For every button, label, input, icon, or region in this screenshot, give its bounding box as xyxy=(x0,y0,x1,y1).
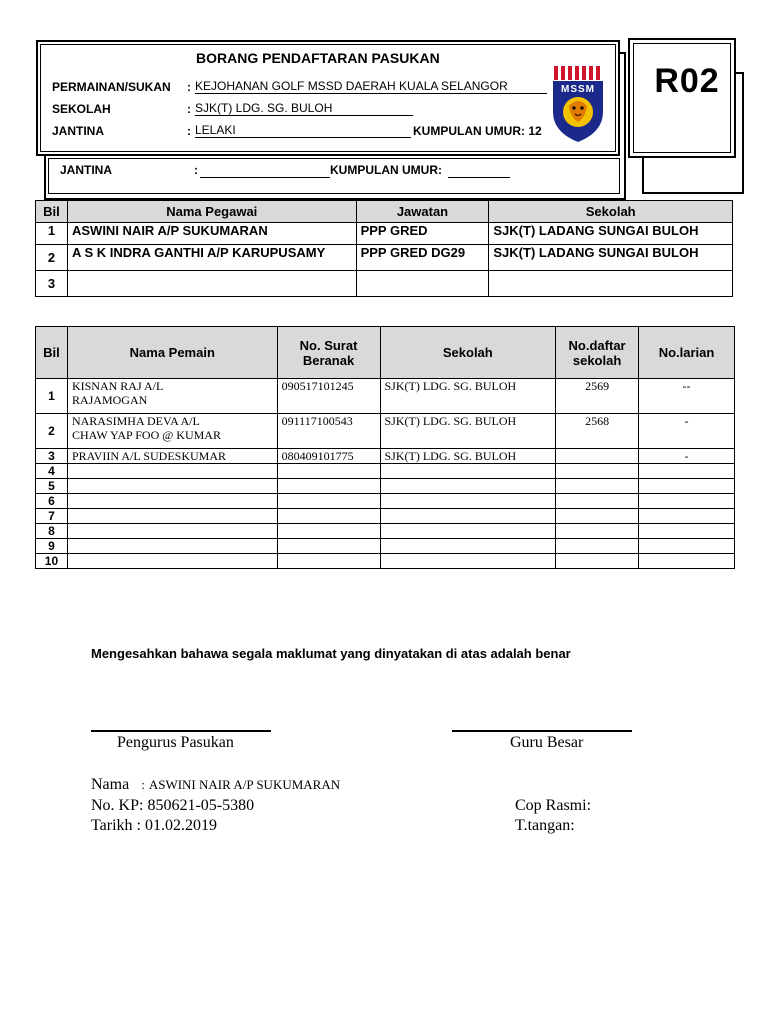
official-nama: ASWINI NAIR A/P SUKUMARAN xyxy=(67,223,356,245)
player-surat xyxy=(277,494,380,509)
jantina-value: LELAKI xyxy=(195,123,411,138)
guru-signature-line xyxy=(452,730,632,732)
table-row xyxy=(36,539,735,554)
player-surat: 080409101775 xyxy=(277,449,380,464)
table-row xyxy=(36,271,733,297)
mssm-logo xyxy=(552,66,604,142)
player-daftar xyxy=(556,509,639,524)
player-surat xyxy=(277,479,380,494)
table-row xyxy=(36,379,735,414)
official-nama: A S K INDRA GANTHI A/P KARUPUSAMY xyxy=(67,245,356,271)
players-header-daftar-1: No.daftar xyxy=(568,337,626,353)
official-sekolah: SJK(T) LADANG SUNGAI BULOH xyxy=(489,245,733,271)
colon: : xyxy=(187,124,191,138)
table-row xyxy=(36,509,735,524)
player-surat xyxy=(277,554,380,569)
table-row xyxy=(36,414,735,449)
player-bil: 7 xyxy=(36,509,68,524)
player-nama xyxy=(67,379,277,414)
permainan-label: PERMAINAN/SUKAN xyxy=(52,80,171,94)
official-sekolah: SJK(T) LADANG SUNGAI BULOH xyxy=(489,223,733,245)
player-daftar: 2568 xyxy=(556,414,639,449)
official-jawatan xyxy=(356,271,489,297)
sekolah-label: SEKOLAH xyxy=(52,102,111,116)
official-nama xyxy=(67,271,356,297)
confirmation-text: Mengesahkan bahawa segala maklumat yang dinyatakan di atas adalah benar xyxy=(91,646,571,661)
table-row xyxy=(36,464,735,479)
player-nama xyxy=(67,479,277,494)
officials-header-row xyxy=(36,201,733,223)
players-header-surat-1: No. Surat xyxy=(299,337,358,353)
no-kp: No. KP: 850621-05-5380 xyxy=(91,797,255,814)
player-larian xyxy=(639,554,735,569)
table-row xyxy=(36,245,733,271)
officials-table xyxy=(35,200,733,297)
table-row xyxy=(36,494,735,509)
player-sekolah xyxy=(380,494,556,509)
player-surat xyxy=(277,524,380,539)
player-nama xyxy=(67,524,277,539)
officials-header-jawatan: Jawatan xyxy=(356,201,489,223)
officials-header-nama: Nama Pegawai xyxy=(67,201,356,223)
players-header-row xyxy=(36,327,735,379)
form-code: R02 xyxy=(654,62,720,100)
nama-sep: : xyxy=(141,777,145,792)
player-nama xyxy=(67,494,277,509)
colon: : xyxy=(187,102,191,116)
table-row xyxy=(36,479,735,494)
players-header-daftar xyxy=(556,327,639,379)
players-table xyxy=(35,326,735,569)
player-nama xyxy=(67,464,277,479)
nama-row xyxy=(91,776,340,794)
player-bil: 3 xyxy=(36,449,68,464)
players-header-surat xyxy=(277,327,380,379)
player-sekolah xyxy=(380,464,556,479)
kumpulan2-label: KUMPULAN UMUR: xyxy=(330,163,442,177)
colon: : xyxy=(194,163,198,177)
pengurus-signature-line xyxy=(91,730,271,732)
player-sekolah xyxy=(380,539,556,554)
player-bil: 2 xyxy=(36,414,68,449)
player-daftar xyxy=(556,539,639,554)
player-sekolah xyxy=(380,509,556,524)
official-jawatan: PPP GRED xyxy=(356,223,489,245)
player-daftar xyxy=(556,524,639,539)
player-larian xyxy=(639,494,735,509)
player-sekolah: SJK(T) LDG. SG. BULOH xyxy=(380,379,556,414)
table-row xyxy=(36,223,733,245)
tandatangan: T.tangan: xyxy=(515,817,575,834)
jantina2-label: JANTINA xyxy=(60,163,113,177)
cop-rasmi: Cop Rasmi: xyxy=(515,797,592,814)
pengurus-label: Pengurus Pasukan xyxy=(117,734,234,751)
nama-label: Nama xyxy=(91,776,130,793)
guru-label: Guru Besar xyxy=(510,734,584,751)
player-larian: - xyxy=(639,449,735,464)
player-sekolah xyxy=(380,554,556,569)
player-nama xyxy=(67,539,277,554)
mssm-logo-icon xyxy=(552,66,604,142)
player-sekolah: SJK(T) LDG. SG. BULOH xyxy=(380,449,556,464)
player-surat: 091117100543 xyxy=(277,414,380,449)
player-surat xyxy=(277,464,380,479)
player-bil: 5 xyxy=(36,479,68,494)
players-header-nama xyxy=(67,327,277,379)
player-surat xyxy=(277,509,380,524)
player-sekolah: SJK(T) LDG. SG. BULOH xyxy=(380,414,556,449)
player-nama xyxy=(67,554,277,569)
table-row xyxy=(36,449,735,464)
player-bil: 8 xyxy=(36,524,68,539)
player-larian: - xyxy=(639,414,735,449)
players-header-nama-text: Nama Pemain xyxy=(129,345,215,360)
player-bil: 4 xyxy=(36,464,68,479)
logo-text: MSSM xyxy=(561,84,595,95)
player-nama-line1: KISNAN RAJ A/L xyxy=(71,379,164,393)
player-bil: 6 xyxy=(36,494,68,509)
player-larian xyxy=(639,524,735,539)
colon: : xyxy=(187,80,191,94)
kumpulan2-line xyxy=(448,177,510,178)
player-nama: PRAVIIN A/L SUDESKUMAR xyxy=(67,449,277,464)
player-nama xyxy=(67,414,277,449)
player-bil: 9 xyxy=(36,539,68,554)
player-nama-line1: NARASIMHA DEVA A/L xyxy=(71,414,200,428)
player-larian xyxy=(639,464,735,479)
table-row xyxy=(36,554,735,569)
player-bil: 10 xyxy=(36,554,68,569)
player-nama xyxy=(67,509,277,524)
player-daftar xyxy=(556,464,639,479)
official-bil: 3 xyxy=(36,271,68,297)
official-bil: 2 xyxy=(36,245,68,271)
player-surat: 090517101245 xyxy=(277,379,380,414)
player-daftar xyxy=(556,449,639,464)
player-daftar: 2569 xyxy=(556,379,639,414)
player-nama-line2: RAJAMOGAN xyxy=(71,393,148,407)
sekolah-value: SJK(T) LDG. SG. BULOH xyxy=(195,101,413,116)
player-sekolah xyxy=(380,524,556,539)
players-header-larian: No.larian xyxy=(639,327,735,379)
kumpulan-umur-label: KUMPULAN UMUR: 12 xyxy=(413,124,542,138)
table-row xyxy=(36,524,735,539)
player-daftar xyxy=(556,494,639,509)
officials-header-sekolah: Sekolah xyxy=(489,201,733,223)
player-bil: 1 xyxy=(36,379,68,414)
players-header-bil: Bil xyxy=(36,327,68,379)
player-daftar xyxy=(556,554,639,569)
players-header-sekolah: Sekolah xyxy=(380,327,556,379)
players-header-surat-2: Beranak xyxy=(302,352,355,368)
player-sekolah xyxy=(380,479,556,494)
nama-value: ASWINI NAIR A/P SUKUMARAN xyxy=(148,777,341,792)
player-larian xyxy=(639,479,735,494)
jantina2-line xyxy=(200,177,330,178)
jantina-label: JANTINA xyxy=(52,124,105,138)
player-larian xyxy=(639,509,735,524)
official-sekolah xyxy=(489,271,733,297)
tarikh: Tarikh : 01.02.2019 xyxy=(91,817,217,834)
officials-header-bil: Bil xyxy=(36,201,68,223)
form-title: BORANG PENDAFTARAN PASUKAN xyxy=(196,50,440,66)
player-daftar xyxy=(556,479,639,494)
official-bil: 1 xyxy=(36,223,68,245)
player-larian: -- xyxy=(639,379,735,414)
players-header-daftar-2: sekolah xyxy=(572,352,622,368)
player-larian xyxy=(639,539,735,554)
player-nama-line2: CHAW YAP FOO @ KUMAR xyxy=(71,428,221,442)
official-jawatan: PPP GRED DG29 xyxy=(356,245,489,271)
player-surat xyxy=(277,539,380,554)
permainan-value: KEJOHANAN GOLF MSSD DAERAH KUALA SELANGOR xyxy=(195,79,547,94)
